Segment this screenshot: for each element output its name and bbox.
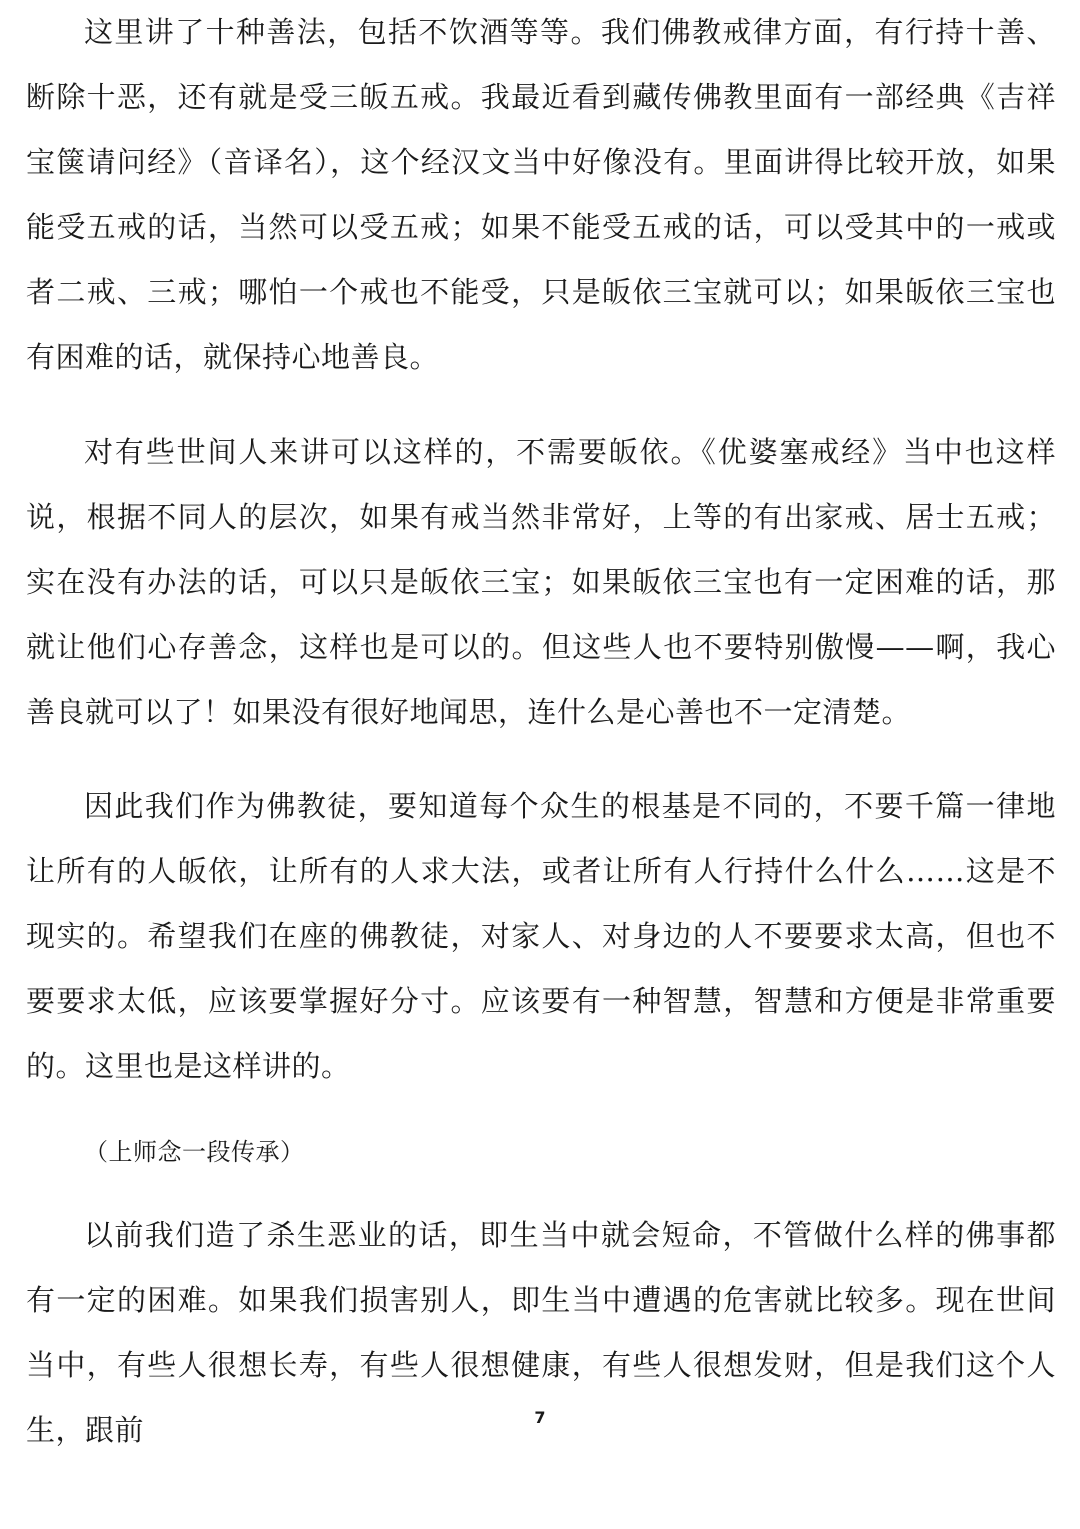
paragraph-1: 这里讲了十种善法，包括不饮酒等等。我们佛教戒律方面，有行持十善、断除十恶，还有就是受三皈五戒。我最近看到藏传佛教里面有一部经典《吉祥宝箧请问经》（音译名），这个经汉文当中好像没有。里面讲得比较开放，如果能受五戒的话，当然可以受五戒；如果不能受五戒的话，可以受其中的一戒或者二戒、三戒；哪怕一个戒也不能受，只是皈依三宝就可以；如果皈依三宝也有困难的话，就保持心地善良。 [26, 15, 1056, 374]
paragraph-3: 因此我们作为佛教徒，要知道每个众生的根基是不同的，不要千篇一律地让所有的人皈依，让所有的人求大法，或者让所有人行持什么什么……这是不现实的。希望我们在座的佛教徒，对家人、对身边的人不要要求太高，但也不要要求太低，应该要掌握好分寸。应该要有一种智慧，智慧和方便是非常重要的。这里也是这样讲的。 [26, 789, 1056, 1083]
paragraph-4: 以前我们造了杀生恶业的话，即生当中就会短命，不管做什么样的佛事都有一定的困难。如果我们损害别人，即生当中遭遇的危害就比较多。现在世间当中，有些人很想长寿，有些人很想健康，有些人很想发财，但是我们这个人生，跟前 [26, 1218, 1056, 1447]
paragraph-2: 对有些世间人来讲可以这样的，不需要皈依。《优婆塞戒经》当中也这样说，根据不同人的层次，如果有戒当然非常好，上等的有出家戒、居士五戒；实在没有办法的话，可以只是皈依三宝；如果皈依三宝也有一定困难的话，那就让他们心存善念，这样也是可以的。但这些人也不要特别傲慢——啊，我心善良就可以了！如果没有很好地闻思，连什么是心善也不一定清楚。 [26, 435, 1056, 729]
page-number: 7 [534, 1408, 546, 1427]
transmission-note: （上师念一段传承） [84, 1138, 305, 1166]
